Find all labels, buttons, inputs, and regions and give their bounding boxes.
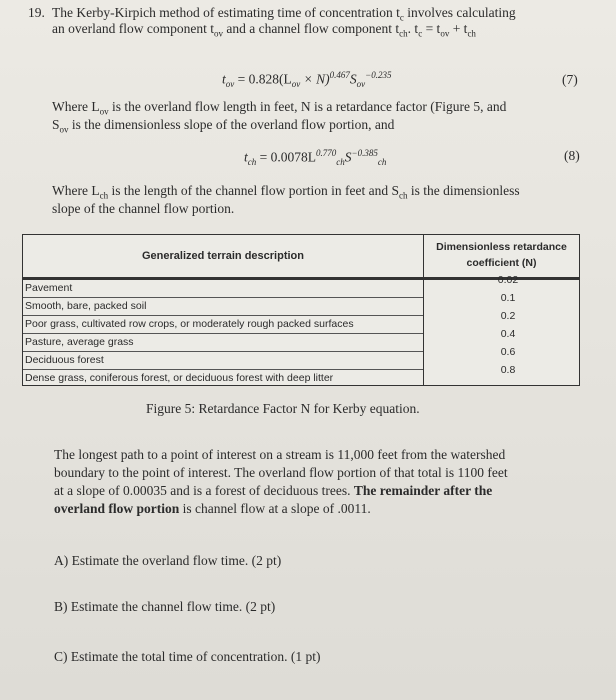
table-row: Pavement 0.02: [25, 274, 519, 294]
intro-line-2: an overland flow component $t_{ov}$ and a channel flow component $t_{ch}$. $t_c = t_{ov} + t_{ch}$: [52, 21, 476, 39]
table-row: Pasture, average grass 0.4: [25, 328, 516, 348]
scenario-line-1: The longest path to a point of interest on a stream is 11,000 feet from the watershed: [54, 447, 506, 462]
question-b: B) Estimate the channel flow time. (2 pt): [54, 599, 276, 614]
equation-7: $t_{ov} = 0.828(L_{ov} \times N)^{0.467}S_{ov}^{-0.235}$: [222, 70, 392, 90]
problem-number: 19.: [28, 5, 45, 20]
equation-7-number: (7): [562, 72, 578, 87]
where-8-line-1: Where $L_{ch}$ is the length of the channel flow portion in feet and $S_{ch}$ is the dimensionless: [52, 183, 520, 201]
equation-8: $t_{ch} = 0.0078L^{0.770}_{ch}S^{-0.385}_{ch}$: [244, 148, 387, 168]
intro-line-1: The Kerby-Kirpich method of estimating time of concentration $t_c$ involves calculating: [52, 5, 516, 23]
question-c: C) Estimate the total time of concentration. (1 pt): [54, 649, 321, 664]
scenario-line-2: boundary to the point of interest. The overland flow portion of that total is 1100 feet: [54, 465, 508, 480]
table-row: Poor grass, cultivated row crops, or moderately rough packed surfaces 0.2: [25, 310, 516, 330]
question-a: A) Estimate the overland flow time. (2 pt): [54, 553, 282, 568]
where-7-line-1: Where $L_{ov}$ is the overland flow length in feet, N is a retardance factor (Figure 5, and: [52, 99, 507, 117]
figure-caption: Figure 5: Retardance Factor N for Kerby equation.: [146, 401, 420, 416]
table-row: Dense grass, coniferous forest, or deciduous forest with deep litter 0.8: [25, 364, 516, 384]
table-row: Deciduous forest 0.6: [25, 346, 516, 366]
table-header-coefficient: Dimensionless retardance coefficient (N): [423, 235, 579, 277]
retardance-table: [22, 234, 580, 386]
where-7-line-2: $S_{ov}$ is the dimensionless slope of the overland flow portion, and: [52, 117, 395, 135]
where-8-line-2: slope of the channel flow portion.: [52, 201, 235, 216]
scenario-line-4: overland flow portion is channel flow at a slope of .0011.: [54, 501, 371, 516]
table-header-description: Generalized terrain description: [142, 250, 304, 262]
scenario-line-3: at a slope of 0.00035 and is a forest of deciduous trees. The remainder after the: [54, 483, 493, 498]
equation-8-number: (8): [564, 148, 580, 163]
table-row: Smooth, bare, packed soil 0.1: [25, 292, 516, 312]
